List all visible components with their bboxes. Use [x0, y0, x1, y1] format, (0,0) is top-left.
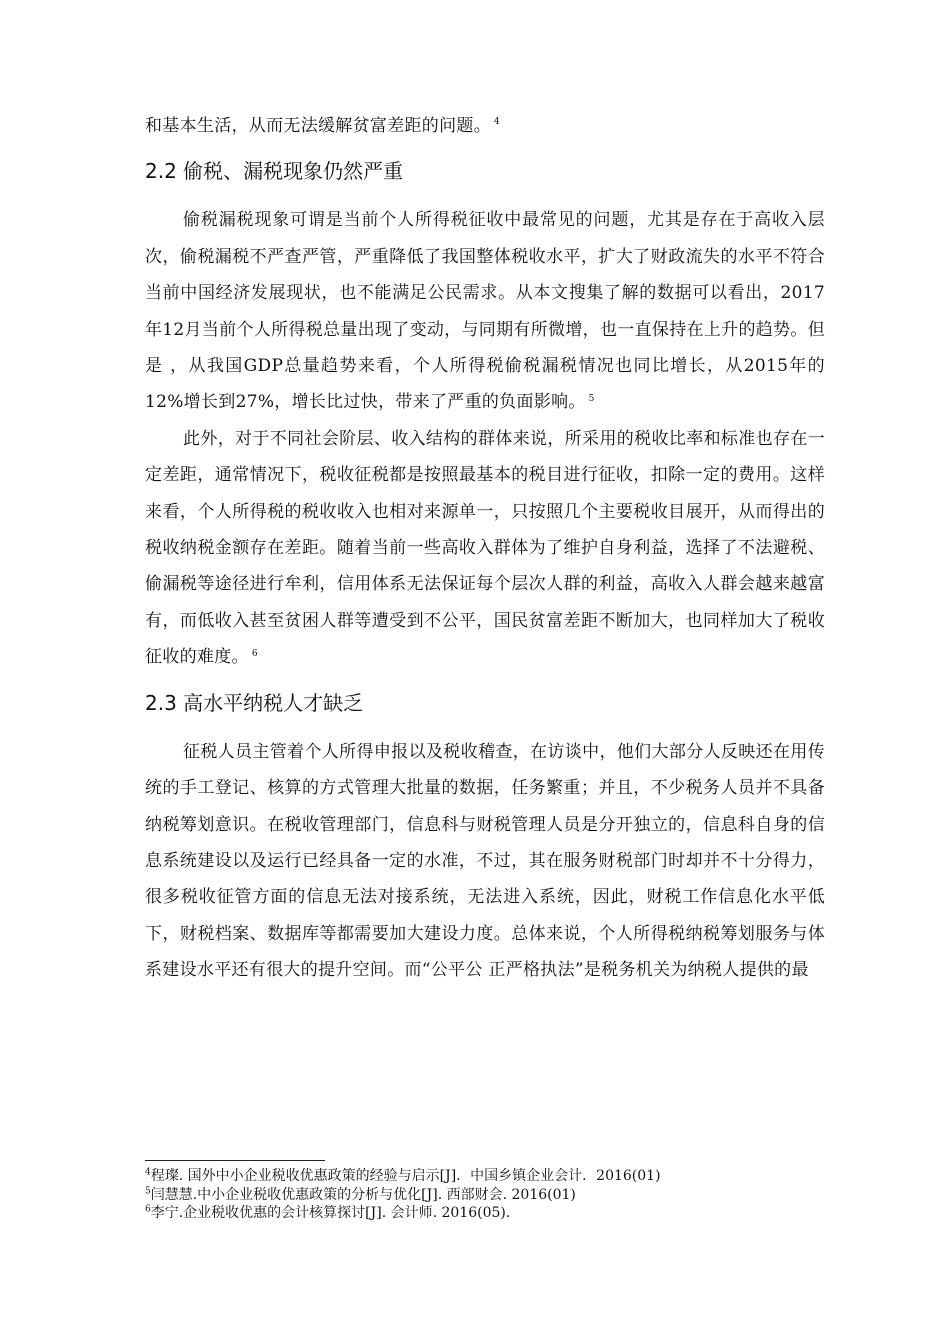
section-2-2-paragraph-2	[145, 421, 825, 676]
footnote-6	[145, 1204, 825, 1223]
footnotes	[145, 1160, 825, 1223]
section-2-3-paragraph-1-text: 征税人员主管着个人所得申报以及税收稽查，在访谈中，他们大部分人反映还在用传统的手工登记、核算的方式管理大批量的数据，任务繁重；并且，不少税务人员并不具备纳税筹划意识。在税收管理部门，信息科与财税管理人员是分开独立的，信息科自身的信息系统建设以及运行已经具备一定的水准，不过，其在服务财税部门时却并不十分得力，很多税收征管方面的信息无法对接系统，无法进入系统，因此，财税工作信息化水平低下，财税档案、数据库等都需要加大建设力度。总体来说，个人所得税纳税筹划服务与体系建设水平还有很大的提升空间。而“公平公 正严格执法”是税务机关为纳税人提供的最	[145, 741, 825, 981]
section-2-2-paragraph-1	[145, 202, 825, 420]
footnote-ref-6: 6	[251, 648, 258, 659]
intro-text: 和基本生活，从而无法缓解贫富差距的问题。	[145, 116, 491, 136]
footnote-4-mark: 4	[145, 1167, 151, 1178]
intro-paragraph	[145, 108, 825, 144]
footnote-5	[145, 1186, 825, 1205]
footnote-divider	[145, 1160, 325, 1161]
section-2-2-paragraph-1-text: 偷税漏税现象可谓是当前个人所得税征收中最常见的问题，尤其是存在于高收入层次，偷税漏税不严查严管，严重降低了我国整体税收水平，扩大了财政流失的水平不符合当前中国经济发展现状，也不能满足公民需求。从本文搜集了解的数据可以看出，2017年12月当前个人所得税总量出现了变动，与同期有所微增，也一直保持在上升的趋势。但是 ，从我国GDP总量趋势来看，个人所得税偷税漏税情况也同比增长，从2015年的12%增长到27%，增长比过快，带来了严重的负面影响。	[145, 210, 825, 413]
footnote-6-mark: 6	[145, 1204, 151, 1215]
section-heading-2-2: 2.2 偷税、漏税现象仍然严重	[145, 159, 404, 184]
footnote-ref-5: 5	[588, 393, 595, 404]
footnote-5-text: 闫慧慧.中小企业税收优惠政策的分析与优化[J]. 西部财会. 2016(01)	[150, 1186, 576, 1203]
footnote-ref-4: 4	[494, 117, 501, 128]
document-body	[145, 108, 825, 989]
footnote-6-text: 李宁.企业税收优惠的会计核算探讨[J]. 会计师. 2016(05).	[150, 1205, 511, 1221]
section-2-2-paragraph-2-text: 此外，对于不同社会阶层、收入结构的群体来说，所采用的税收比率和标准也存在一定差距，通常情况下，税收征税都是按照最基本的税目进行征收，扣除一定的费用。这样来看，个人所得税的税收收入也相对来源单一，只按照几个主要税收目展开，从而得出的税收纳税金额存在差距。随着当前一些高收入群体为了维护自身利益，选择了不法避税、偷漏税等途径进行牟利，信用体系无法保证每个层次人群的利益，高收入人群会越来越富有，而低收入甚至贫困人群等遭受到不公平，国民贫富差距不断加大，也同样加大了税收征收的难度。	[145, 428, 825, 668]
footnote-4	[145, 1167, 825, 1186]
section-2-3-paragraph-1	[145, 734, 825, 989]
footnote-4-text: 程璨. 国外中小企业税收优惠政策的经验与启示[J]．中国乡镇企业会计．2016(01)	[150, 1168, 661, 1184]
section-heading-2-3: 2.3 高水平纳税人才缺乏	[145, 690, 364, 715]
footnote-5-mark: 5	[145, 1185, 151, 1196]
